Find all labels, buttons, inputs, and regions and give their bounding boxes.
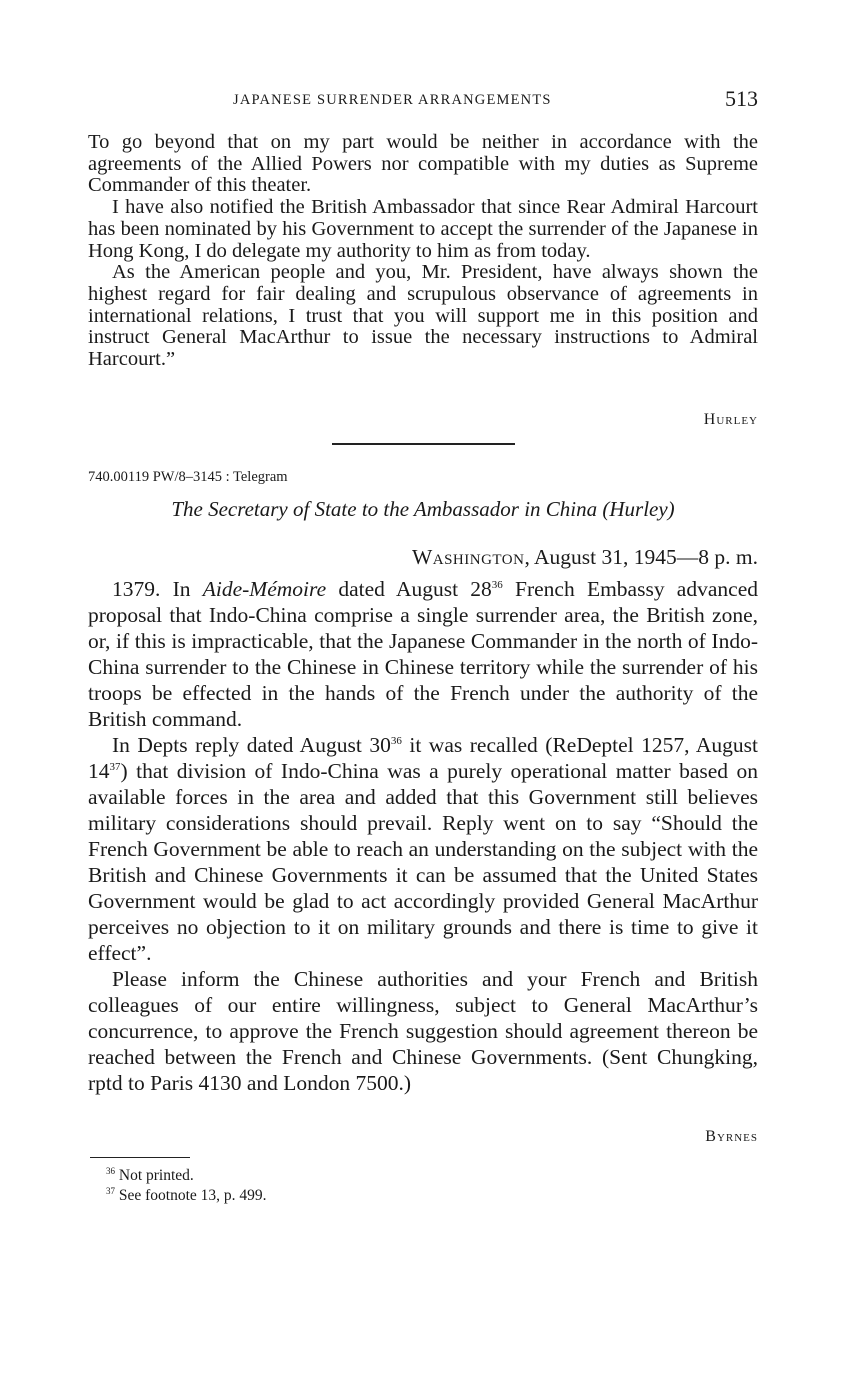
dateline-place: Washington <box>411 545 525 569</box>
footnote-divider <box>90 1157 190 1158</box>
footnote-ref: 37 <box>109 761 121 773</box>
running-header <box>88 86 758 114</box>
footnote-ref: 36 <box>390 735 402 747</box>
telegram-paragraph: In Depts reply dated August $30^{36}$ it was recalled (ReDeptel 1257, August $14^{37}$) that division of Indo-China was a purely operational matter based on available forces in the area and added that this Government still believes military considerations should prevail. Reply went on to say “Should the French Government be able to reach an understanding on the subject with the British and Chinese Governments it can be assumed that the United States Government would be glad to act accordingly provided General MacArthur perceives no objection to it on military grounds and there is time to give it effect”. <box>88 733 758 965</box>
footnote: $^{36}$ Not printed. <box>106 1166 194 1184</box>
telegram-paragraph: 1379. In Aide-Mémoire dated August $28^{36}$ French Embassy advanced proposal that Indo-China comprise a single surrender area, the British zone, or, if this is impracticable, that the Japanese Commander in the north of Indo-China surrender to the Chinese in Chinese territory while the surrender of his troops be effected in the hands of the French under the authority of the British command. <box>88 577 758 731</box>
footnote: $^{37}$ See footnote 13, p. 499. <box>106 1186 267 1204</box>
document-title: The Secretary of State to the Ambassador in China (Hurley) <box>171 497 675 521</box>
dateline-date: , August 31, 1945—8 p. m. <box>524 545 758 569</box>
signature-hurley: Hurley <box>703 411 758 428</box>
page-number: 513 <box>725 86 758 111</box>
italic-term: Aide-Mémoire <box>202 577 327 601</box>
signature-byrnes: Byrnes <box>705 1128 758 1145</box>
telegram-paragraph: Please inform the Chinese authorities and your French and British colleagues of our entire willingness, subject to General MacArthur’s concurrence, to approve the French suggestion should agreement thereon be reached between the French and Chinese Governments. (Sent Chungking, rptd to Paris 4130 and London 7500.) <box>88 967 758 1095</box>
running-title: JAPANESE SURRENDER ARRANGEMENTS <box>233 92 552 108</box>
telegram-body <box>88 576 758 1096</box>
letter-paragraph: I have also notified the British Ambassador that since Rear Admiral Harcourt has been nominated by his Government to accept the surrender of the Japanese in Hong Kong, I do delegate my authority to him as from today. <box>88 196 758 262</box>
dateline <box>88 545 758 570</box>
letter-continuation <box>88 132 758 371</box>
letter-paragraph: To go beyond that on my part would be neither in accordance with the agreements of the Allied Powers nor compatible with my duties as Supreme Commander of this theater. <box>88 131 758 197</box>
file-reference: 740.00119 PW/8–3145 : Telegram <box>88 469 288 485</box>
letter-paragraph: As the American people and you, Mr. President, have always shown the highest regard for fair dealing and scrupulous observance of agreements in international relations, I trust that you will support me in this position and instruct General MacArthur to issue the necessary instructions to Admiral Harcourt.” <box>88 261 758 371</box>
section-divider <box>332 443 515 445</box>
footnote-ref: 36 <box>491 579 503 591</box>
